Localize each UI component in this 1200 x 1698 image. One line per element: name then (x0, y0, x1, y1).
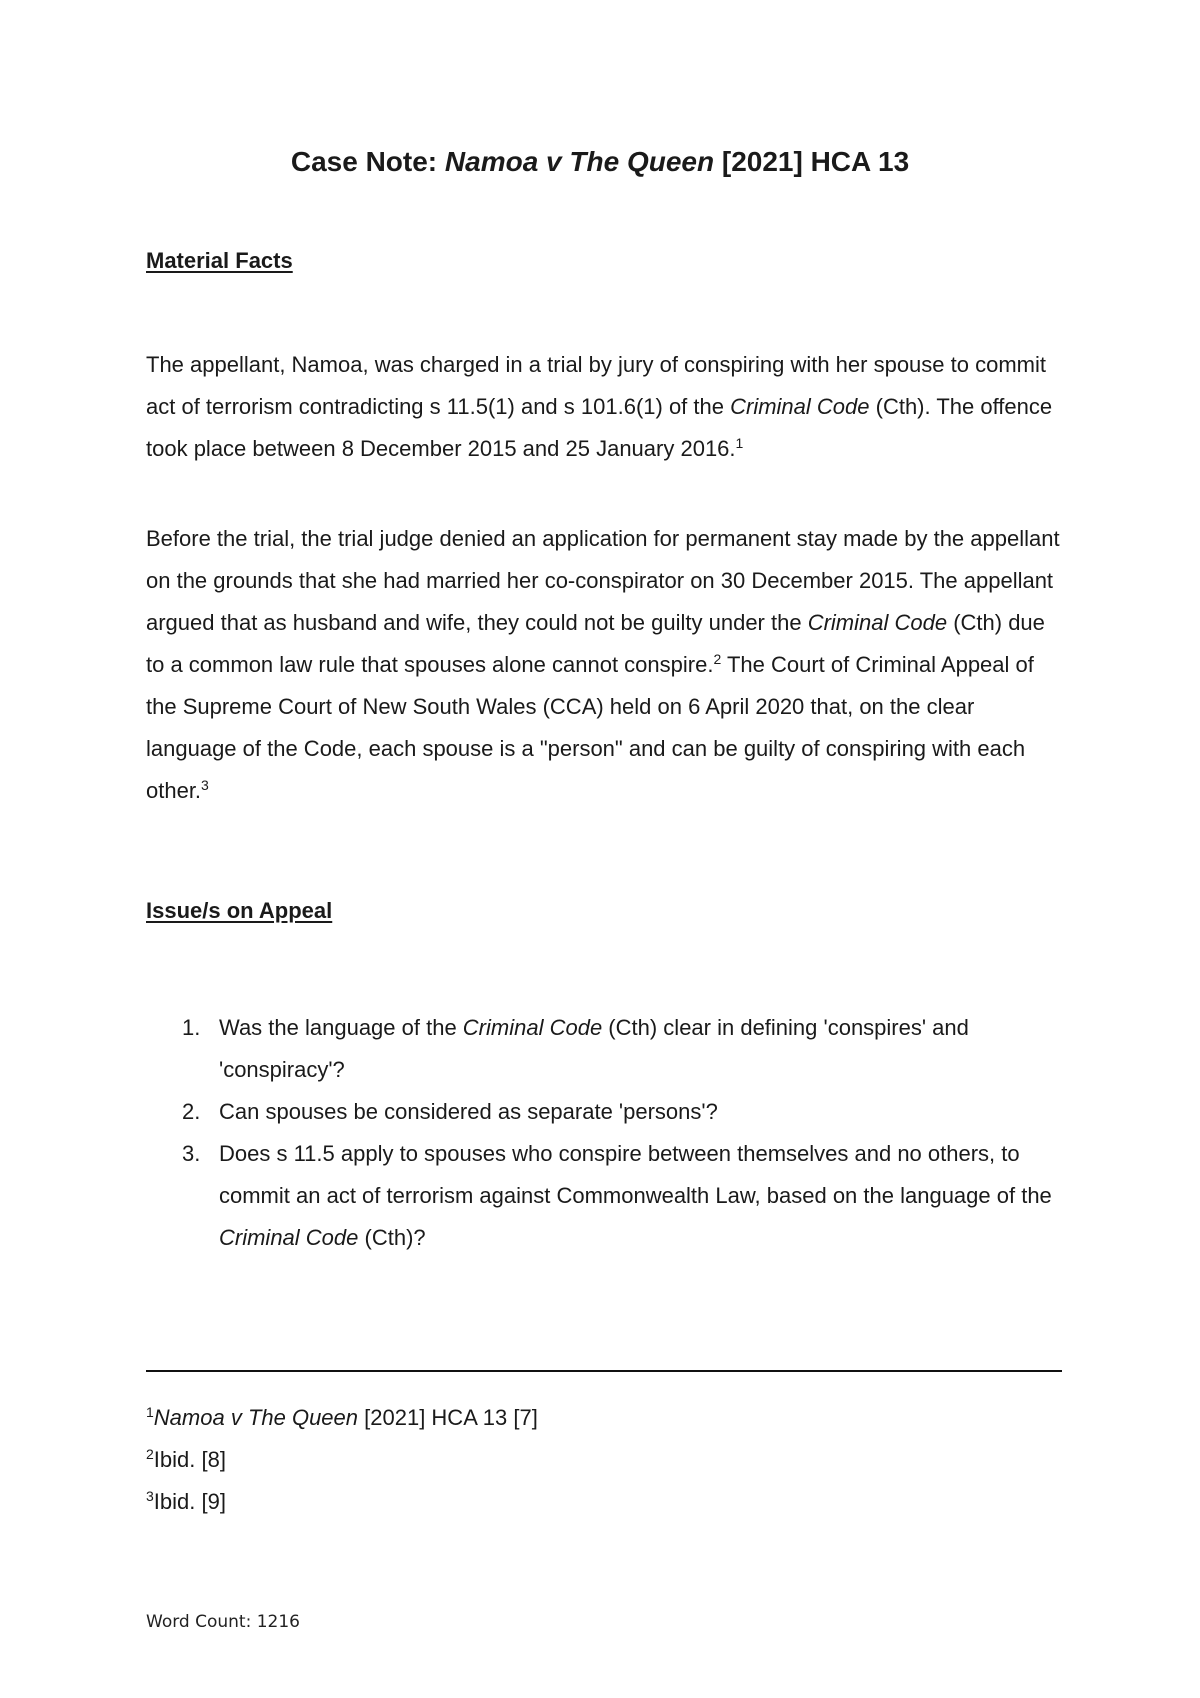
issue-text-b: (Cth)? (358, 1225, 426, 1250)
para2-italic: Criminal Code (807, 610, 948, 635)
issues-list (146, 1007, 1066, 1259)
issue-text-a: Was the language of the (219, 1015, 463, 1040)
para2-text-b: (Cth) due to a common law rule that spouses alone cannot conspire. (146, 610, 1045, 677)
footnote-ref-3[interactable]: 3 (201, 777, 209, 793)
issue-number: 2. (182, 1099, 201, 1124)
material-facts-paragraph-1 (146, 344, 1066, 470)
footnotes (146, 1397, 538, 1523)
para2-text-a: Before the trial, the trial judge denied an application for permanent stay made by the appellant on the grounds that she had married her co-conspirator on 30 December 2015. The appellant argued that as husband and wife, they could not be guilty under the (146, 526, 1060, 635)
title-case-name: Namoa v The Queen (444, 146, 715, 177)
title-prefix: Case Note: (290, 146, 445, 177)
footnote-number: 2 (146, 1446, 154, 1462)
title-citation: [2021] HCA 13 (714, 146, 910, 177)
footnote-separator (146, 1370, 1062, 1372)
para1-text-b: (Cth). The offence took place between 8 December 2015 and 25 January 2016. (146, 394, 1053, 461)
issue-number: 3. (182, 1141, 201, 1166)
para1-text-a: The appellant, Namoa, was charged in a trial by jury of conspiring with her spouse to commit act of terrorism contradicting s 11.5(1) and s 101.6(1) of the (146, 352, 1046, 419)
footnote-text: [2021] HCA 13 [7] (358, 1405, 538, 1430)
footnote-1 (146, 1397, 538, 1439)
footnote-2 (146, 1439, 538, 1481)
issues-heading: Issue/s on Appeal (146, 898, 333, 923)
footnote-ref-2[interactable]: 2 (713, 651, 722, 667)
footnote-number: 3 (146, 1488, 154, 1504)
material-facts-heading: Material Facts (146, 248, 293, 273)
word-count: Word Count: 1216 (146, 1612, 300, 1632)
para2-text-c: The Court of Criminal Appeal of the Supreme Court of New South Wales (CCA) held on 6 April 2020 that, on the clear language of the Code, each spouse is a "person" and can be guilty of conspiring with each other. (146, 652, 1034, 803)
footnote-3 (146, 1481, 538, 1523)
issue-italic: Criminal Code (462, 1015, 603, 1040)
footnote-number: 1 (146, 1404, 154, 1420)
footnote-ref-1[interactable]: 1 (735, 435, 744, 451)
para1-italic: Criminal Code (730, 394, 870, 419)
issue-item (146, 1133, 1066, 1259)
footnote-text: Ibid. [9] (153, 1489, 226, 1514)
footnote-text: Ibid. [8] (153, 1447, 226, 1472)
issue-text-a: Does s 11.5 apply to spouses who conspire between themselves and no others, to commit an act of terrorism against Commonwealth Law, based on the language of the (219, 1141, 1052, 1208)
issue-item (146, 1007, 1066, 1091)
issue-text-b: (Cth) clear in defining 'conspires' and 'conspiracy'? (219, 1015, 969, 1082)
issue-item (146, 1091, 1066, 1133)
material-facts-paragraph-2 (146, 518, 1066, 812)
issue-italic: Criminal Code (219, 1225, 359, 1250)
issue-text-a: Can spouses be considered as separate 'persons'? (219, 1099, 718, 1124)
issue-number: 1. (182, 1015, 201, 1040)
page-title (0, 145, 1200, 179)
footnote-italic: Namoa v The Queen (153, 1405, 359, 1430)
